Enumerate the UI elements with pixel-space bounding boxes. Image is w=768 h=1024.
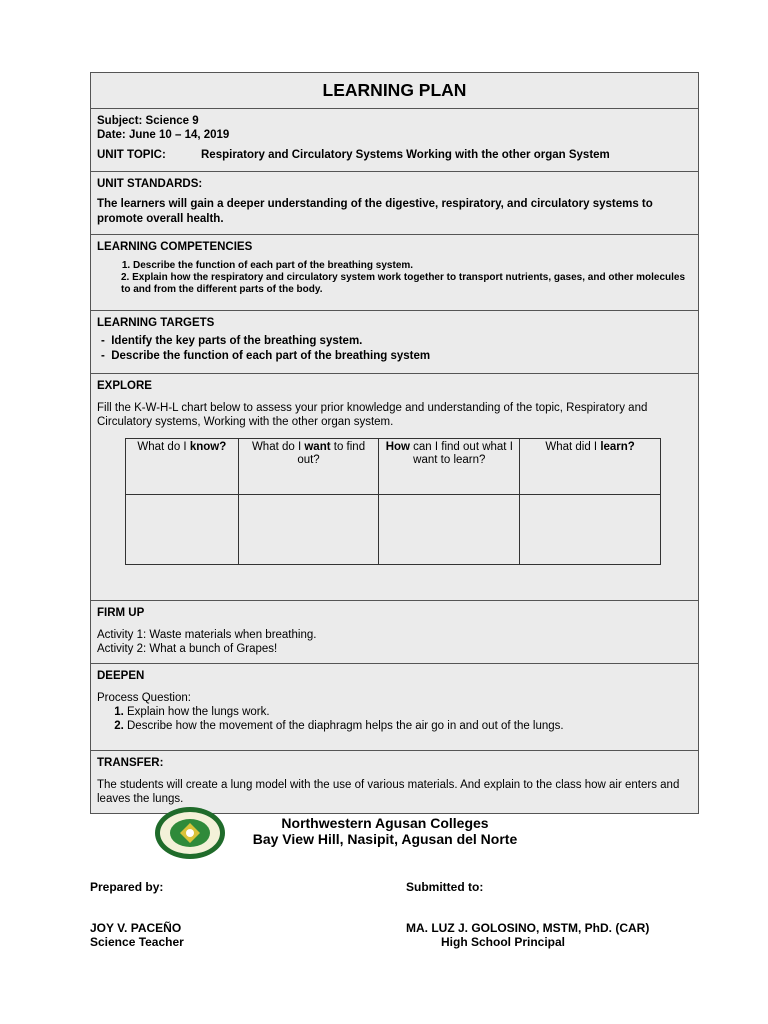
page-title: LEARNING PLAN [322, 80, 467, 100]
question-item: 2. Describe how the movement of the diaphragm helps the air go in and out of the lungs. [127, 719, 692, 733]
activity-item: Activity 1: Waste materials when breathing. [97, 629, 317, 641]
unit-topic-row [97, 148, 692, 162]
competencies-heading: LEARNING COMPETENCIES [97, 241, 253, 253]
approver-title: High School Principal [441, 935, 566, 949]
unit-standards-section [90, 171, 699, 235]
kwhl-want-header: What do I want to find out? [238, 439, 379, 495]
title-section [90, 72, 699, 109]
preparer-name: JOY V. PACEÑO [90, 921, 182, 935]
activity-item: Activity 2: What a bunch of Grapes! [97, 643, 278, 655]
targets-list [97, 334, 692, 364]
date-text: Date: June 10 – 14, 2019 [97, 129, 230, 141]
target-item: - Describe the function of each part of the breathing system [101, 350, 431, 362]
unit-topic-text: Respiratory and Circulatory Systems Working with the other organ System [201, 149, 610, 161]
competencies-section [90, 234, 699, 311]
explore-heading: EXPLORE [97, 380, 152, 392]
kwhl-learn-header: What did I learn? [520, 439, 661, 495]
explore-instructions: Fill the K-W-H-L chart below to assess your prior knowledge and understanding of the topic, Respiratory and Circulatory systems, Working with the other organ system. [97, 402, 648, 428]
transfer-text: The students will create a lung model with the use of various materials. And explain to the class how air enters and leaves the lungs. [97, 779, 680, 805]
process-question-label: Process Question: [97, 692, 191, 704]
approver-name: MA. LUZ J. GOLOSINO, MSTM, PhD. (CAR) [406, 921, 650, 935]
transfer-section [90, 750, 699, 814]
kwhl-header-row [126, 439, 661, 495]
subject-section [90, 108, 699, 172]
competencies-list [97, 260, 692, 296]
kwhl-chart [125, 438, 661, 565]
kwhl-learn-cell[interactable] [520, 495, 661, 565]
prepared-by-label: Prepared by: [90, 880, 164, 894]
school-header [230, 815, 540, 847]
competency-item: 1. Describe the function of each part of the breathing system. [133, 260, 692, 272]
competency-item: 2. Explain how the respiratory and circulatory system work together to transport nutrients, gases, and other molecules to and from the different parts of the body. [121, 272, 686, 295]
school-name: Northwestern Agusan Colleges [281, 815, 489, 831]
school-seal-icon [153, 806, 227, 860]
question-item: 1. Explain how the lungs work. [127, 705, 692, 719]
firm-up-section [90, 600, 699, 664]
deepen-heading: DEEPEN [97, 670, 145, 682]
kwhl-how-header: How can I find out what I want to learn? [379, 439, 520, 495]
school-address: Bay View Hill, Nasipit, Agusan del Norte [252, 831, 518, 847]
target-item: - Identify the key parts of the breathing system. [101, 335, 363, 347]
kwhl-know-cell[interactable] [126, 495, 239, 565]
targets-heading: LEARNING TARGETS [97, 317, 215, 329]
unit-standards-text: The learners will gain a deeper understanding of the digestive, respiratory, and circulatory systems to promote overall health. [97, 198, 653, 225]
unit-topic-label: UNIT TOPIC: [97, 149, 166, 161]
submitted-to-label: Submitted to: [406, 880, 484, 894]
unit-standards-heading: UNIT STANDARDS: [97, 178, 203, 190]
subject-text: Subject: Science 9 [97, 115, 199, 127]
explore-section [90, 373, 699, 601]
kwhl-want-cell[interactable] [238, 495, 379, 565]
deepen-section [90, 663, 699, 751]
process-questions-list [97, 705, 692, 733]
firm-up-heading: FIRM UP [97, 607, 145, 619]
targets-section [90, 310, 699, 374]
preparer-title: Science Teacher [90, 935, 184, 949]
transfer-heading: TRANSFER: [97, 757, 164, 769]
kwhl-answer-row [126, 495, 661, 565]
kwhl-know-header: What do I know? [126, 439, 239, 495]
kwhl-how-cell[interactable] [379, 495, 520, 565]
